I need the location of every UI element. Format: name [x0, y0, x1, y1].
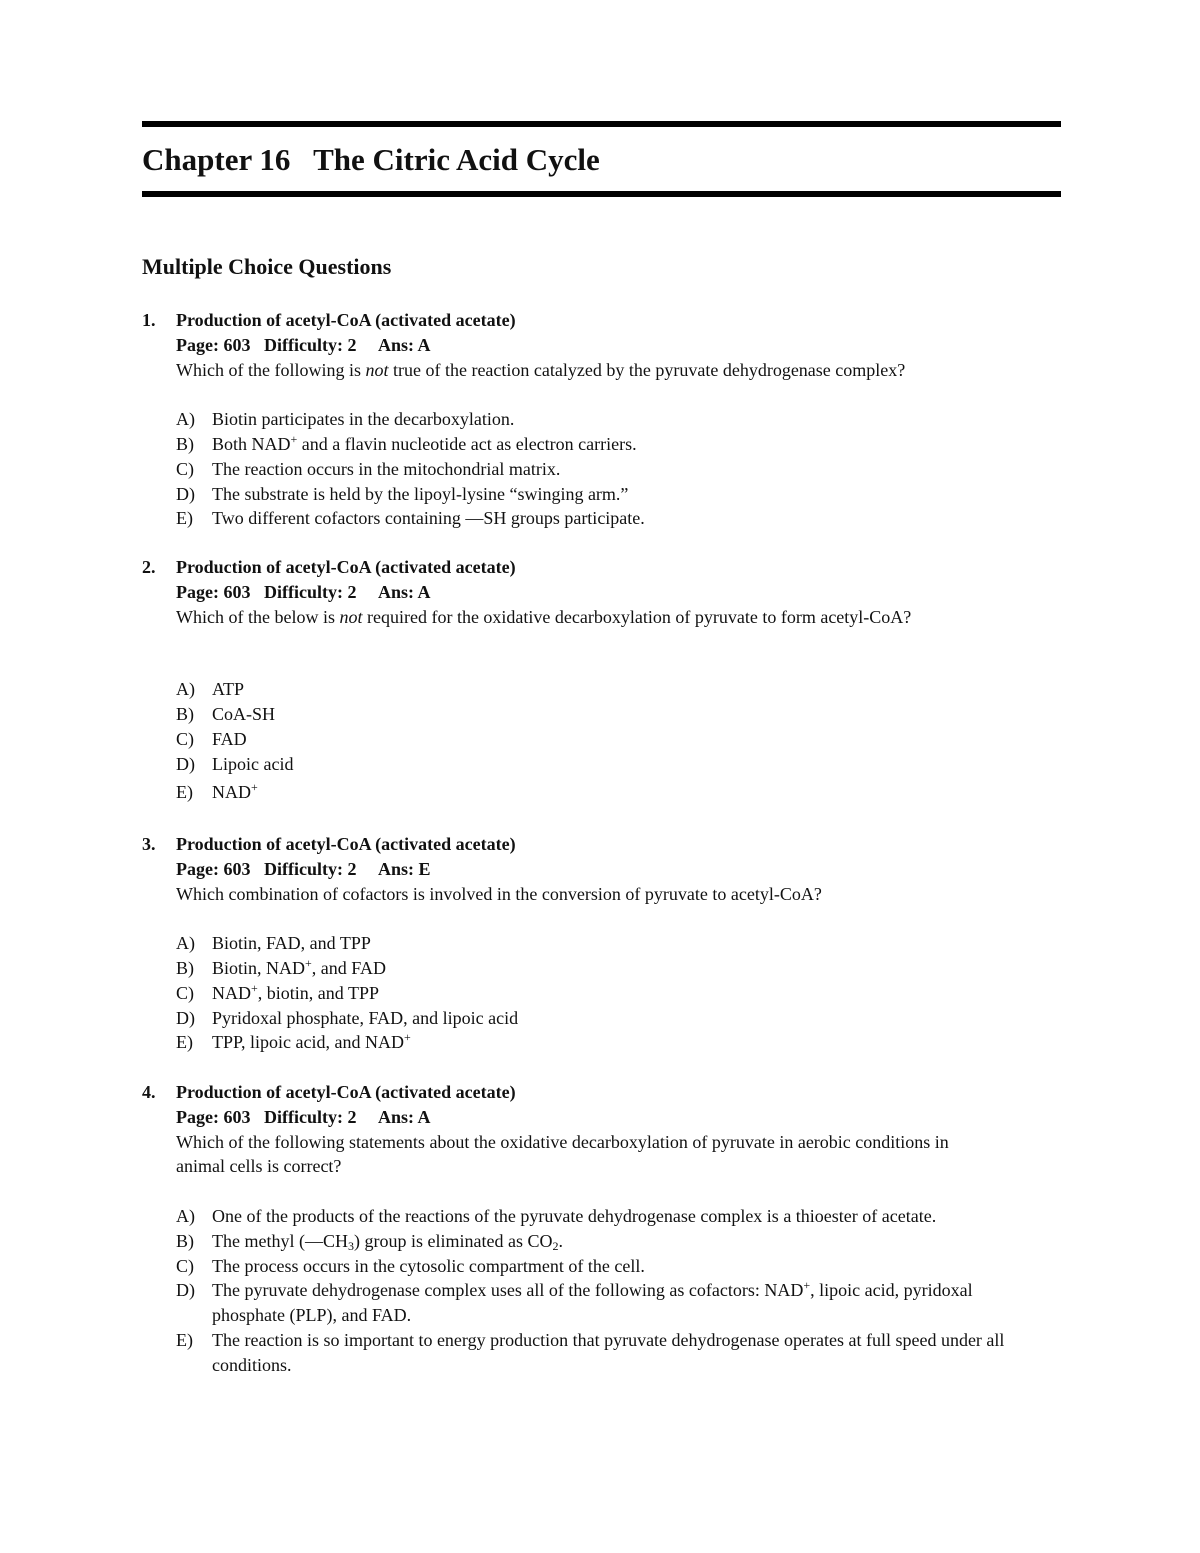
- question-topic: Production of acetyl-CoA (activated acetate): [176, 834, 516, 854]
- question-stem: Which of the following statements about the oxidative decarboxylation of pyruvate in aerobic conditions in animal cells is correct?: [176, 1131, 949, 1177]
- question-topic: Production of acetyl-CoA (activated acetate): [176, 310, 516, 330]
- top-rule: [142, 121, 1061, 127]
- answer-option: B) CoA-SH: [176, 704, 276, 725]
- answer-option: E) Two different cofactors containing —SH groups participate.: [176, 508, 645, 529]
- answer-option: C) The process occurs in the cytosolic compartment of the cell.: [176, 1255, 645, 1276]
- question-stem: Which of the following is not true of the reaction catalyzed by the pyruvate dehydrogenase complex?: [176, 359, 906, 380]
- question-meta: Page: 603 Difficulty: 2 Ans: E: [176, 858, 431, 879]
- answer-option: C) FAD: [176, 728, 247, 749]
- question-stem: Which of the below is not required for the oxidative decarboxylation of pyruvate to form acetyl-CoA?: [176, 606, 912, 627]
- answer-option: C) The reaction occurs in the mitochondrial matrix.: [176, 458, 561, 479]
- chapter-title: Chapter 16 The Citric Acid Cycle: [142, 142, 600, 177]
- answer-option: B) The methyl $(—CH_3)$ group is eliminated as $CO_2$.: [176, 1230, 563, 1253]
- answer-option: B) Both NAD+ and a flavin nucleotide act as electron carriers.: [176, 431, 637, 454]
- answer-option: A) ATP: [176, 679, 245, 700]
- question-1: [142, 308, 1062, 531]
- answer-option: D) Lipoic acid: [176, 753, 294, 774]
- question-number: 1.: [142, 310, 156, 330]
- bottom-rule: [142, 191, 1061, 197]
- question-stem: Which combination of cofactors is involved in the conversion of pyruvate to acetyl-CoA?: [176, 883, 822, 904]
- question-topic: Production of acetyl-CoA (activated acetate): [176, 557, 516, 577]
- answer-option: B) Biotin, NAD+, and FAD: [176, 955, 386, 978]
- answer-option: A) Biotin, FAD, and TPP: [176, 933, 371, 954]
- answer-option: E) TPP, lipoic acid, and NAD+: [176, 1030, 411, 1053]
- answer-option: D) The substrate is held by the lipoyl-lysine “swinging arm.”: [176, 483, 629, 504]
- question-number: 2.: [142, 557, 156, 577]
- question-4: [142, 1080, 1062, 1378]
- question-2: [142, 555, 1062, 804]
- answer-option: A) Biotin participates in the decarboxylation.: [176, 409, 515, 430]
- answer-option: C) NAD+, biotin, and TPP: [176, 980, 379, 1003]
- answer-option: D) Pyridoxal phosphate, FAD, and lipoic acid: [176, 1007, 519, 1028]
- question-3: [142, 832, 1062, 1055]
- question-meta: Page: 603 Difficulty: 2 Ans: A: [176, 581, 431, 602]
- answer-option: A) One of the products of the reactions of the pyruvate dehydrogenase complex is a thioester of acetate.: [176, 1205, 937, 1226]
- question-number: 4.: [142, 1082, 156, 1102]
- section-title: Multiple Choice Questions: [142, 254, 392, 279]
- question-meta: Page: 603 Difficulty: 2 Ans: A: [176, 334, 431, 355]
- answer-option: E) NAD+: [176, 779, 258, 802]
- question-topic: Production of acetyl-CoA (activated acetate): [176, 1082, 516, 1102]
- answer-option: E) The reaction is so important to energy production that pyruvate dehydrogenase operates at full speed under all conditions.: [176, 1329, 1005, 1375]
- answer-option: D) The pyruvate dehydrogenase complex uses all of the following as cofactors: NAD+, lipoic acid, pyridoxal phosphate (PLP), and FAD.: [176, 1278, 973, 1326]
- question-meta: Page: 603 Difficulty: 2 Ans: A: [176, 1106, 431, 1127]
- question-number: 3.: [142, 834, 156, 854]
